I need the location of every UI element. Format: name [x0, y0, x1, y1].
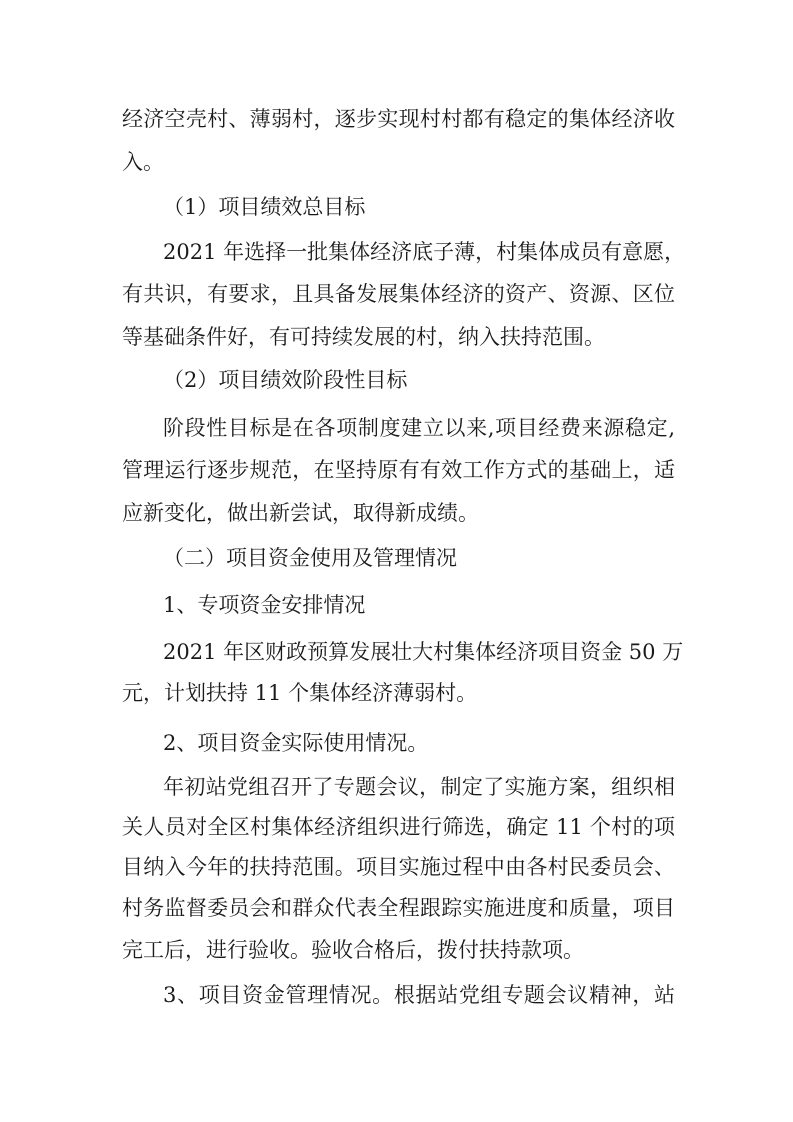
- text-line: 关人员对全区村集体经济组织进行筛选，确定 11 个村的项: [122, 815, 675, 839]
- section-heading: （2）项目绩效阶段性目标: [163, 368, 408, 392]
- text-line: 2021 年区财政预算发展壮大村集体经济项目资金 50 万: [163, 640, 684, 664]
- text-line: 阶段性目标是在各项制度建立以来,项目经费来源稳定,: [163, 416, 675, 440]
- text-line: 经济空壳村、薄弱村，逐步实现村村都有稳定的集体经济收: [122, 107, 675, 131]
- text-line: 有共识，有要求，且具备发展集体经济的资产、资源、区位: [122, 282, 675, 306]
- text-line: 管理运行逐步规范，在坚持原有有效工作方式的基础上，适: [122, 458, 675, 482]
- text-line: 2021 年选择一批集体经济底子薄，村集体成员有意愿，: [163, 240, 686, 264]
- section-heading: 1、专项资金安排情况: [163, 593, 366, 617]
- text-line: 元，计划扶持 11 个集体经济薄弱村。: [122, 681, 478, 705]
- text-line: 目纳入今年的扶持范围。项目实施过程中由各村民委员会、: [122, 855, 675, 879]
- section-heading: （1）项目绩效总目标: [163, 195, 366, 219]
- text-line: 入。: [122, 150, 164, 174]
- text-line: 等基础条件好，有可持续发展的村，纳入扶持范围。: [122, 325, 605, 349]
- section-heading: （二）项目资金使用及管理情况: [163, 546, 457, 570]
- text-line: 完工后，进行验收。验收合格后，拨付扶持款项。: [122, 938, 584, 962]
- text-line: 年初站党组召开了专题会议，制定了实施方案，组织相: [163, 775, 675, 799]
- text-line: 3、项目资金管理情况。根据站党组专题会议精神，站: [163, 983, 675, 1007]
- text-line: 应新变化，做出新尝试，取得新成绩。: [122, 501, 479, 525]
- section-heading: 2、项目资金实际使用情况。: [163, 731, 429, 755]
- text-line: 村务监督委员会和群众代表全程跟踪实施进度和质量，项目: [122, 896, 675, 920]
